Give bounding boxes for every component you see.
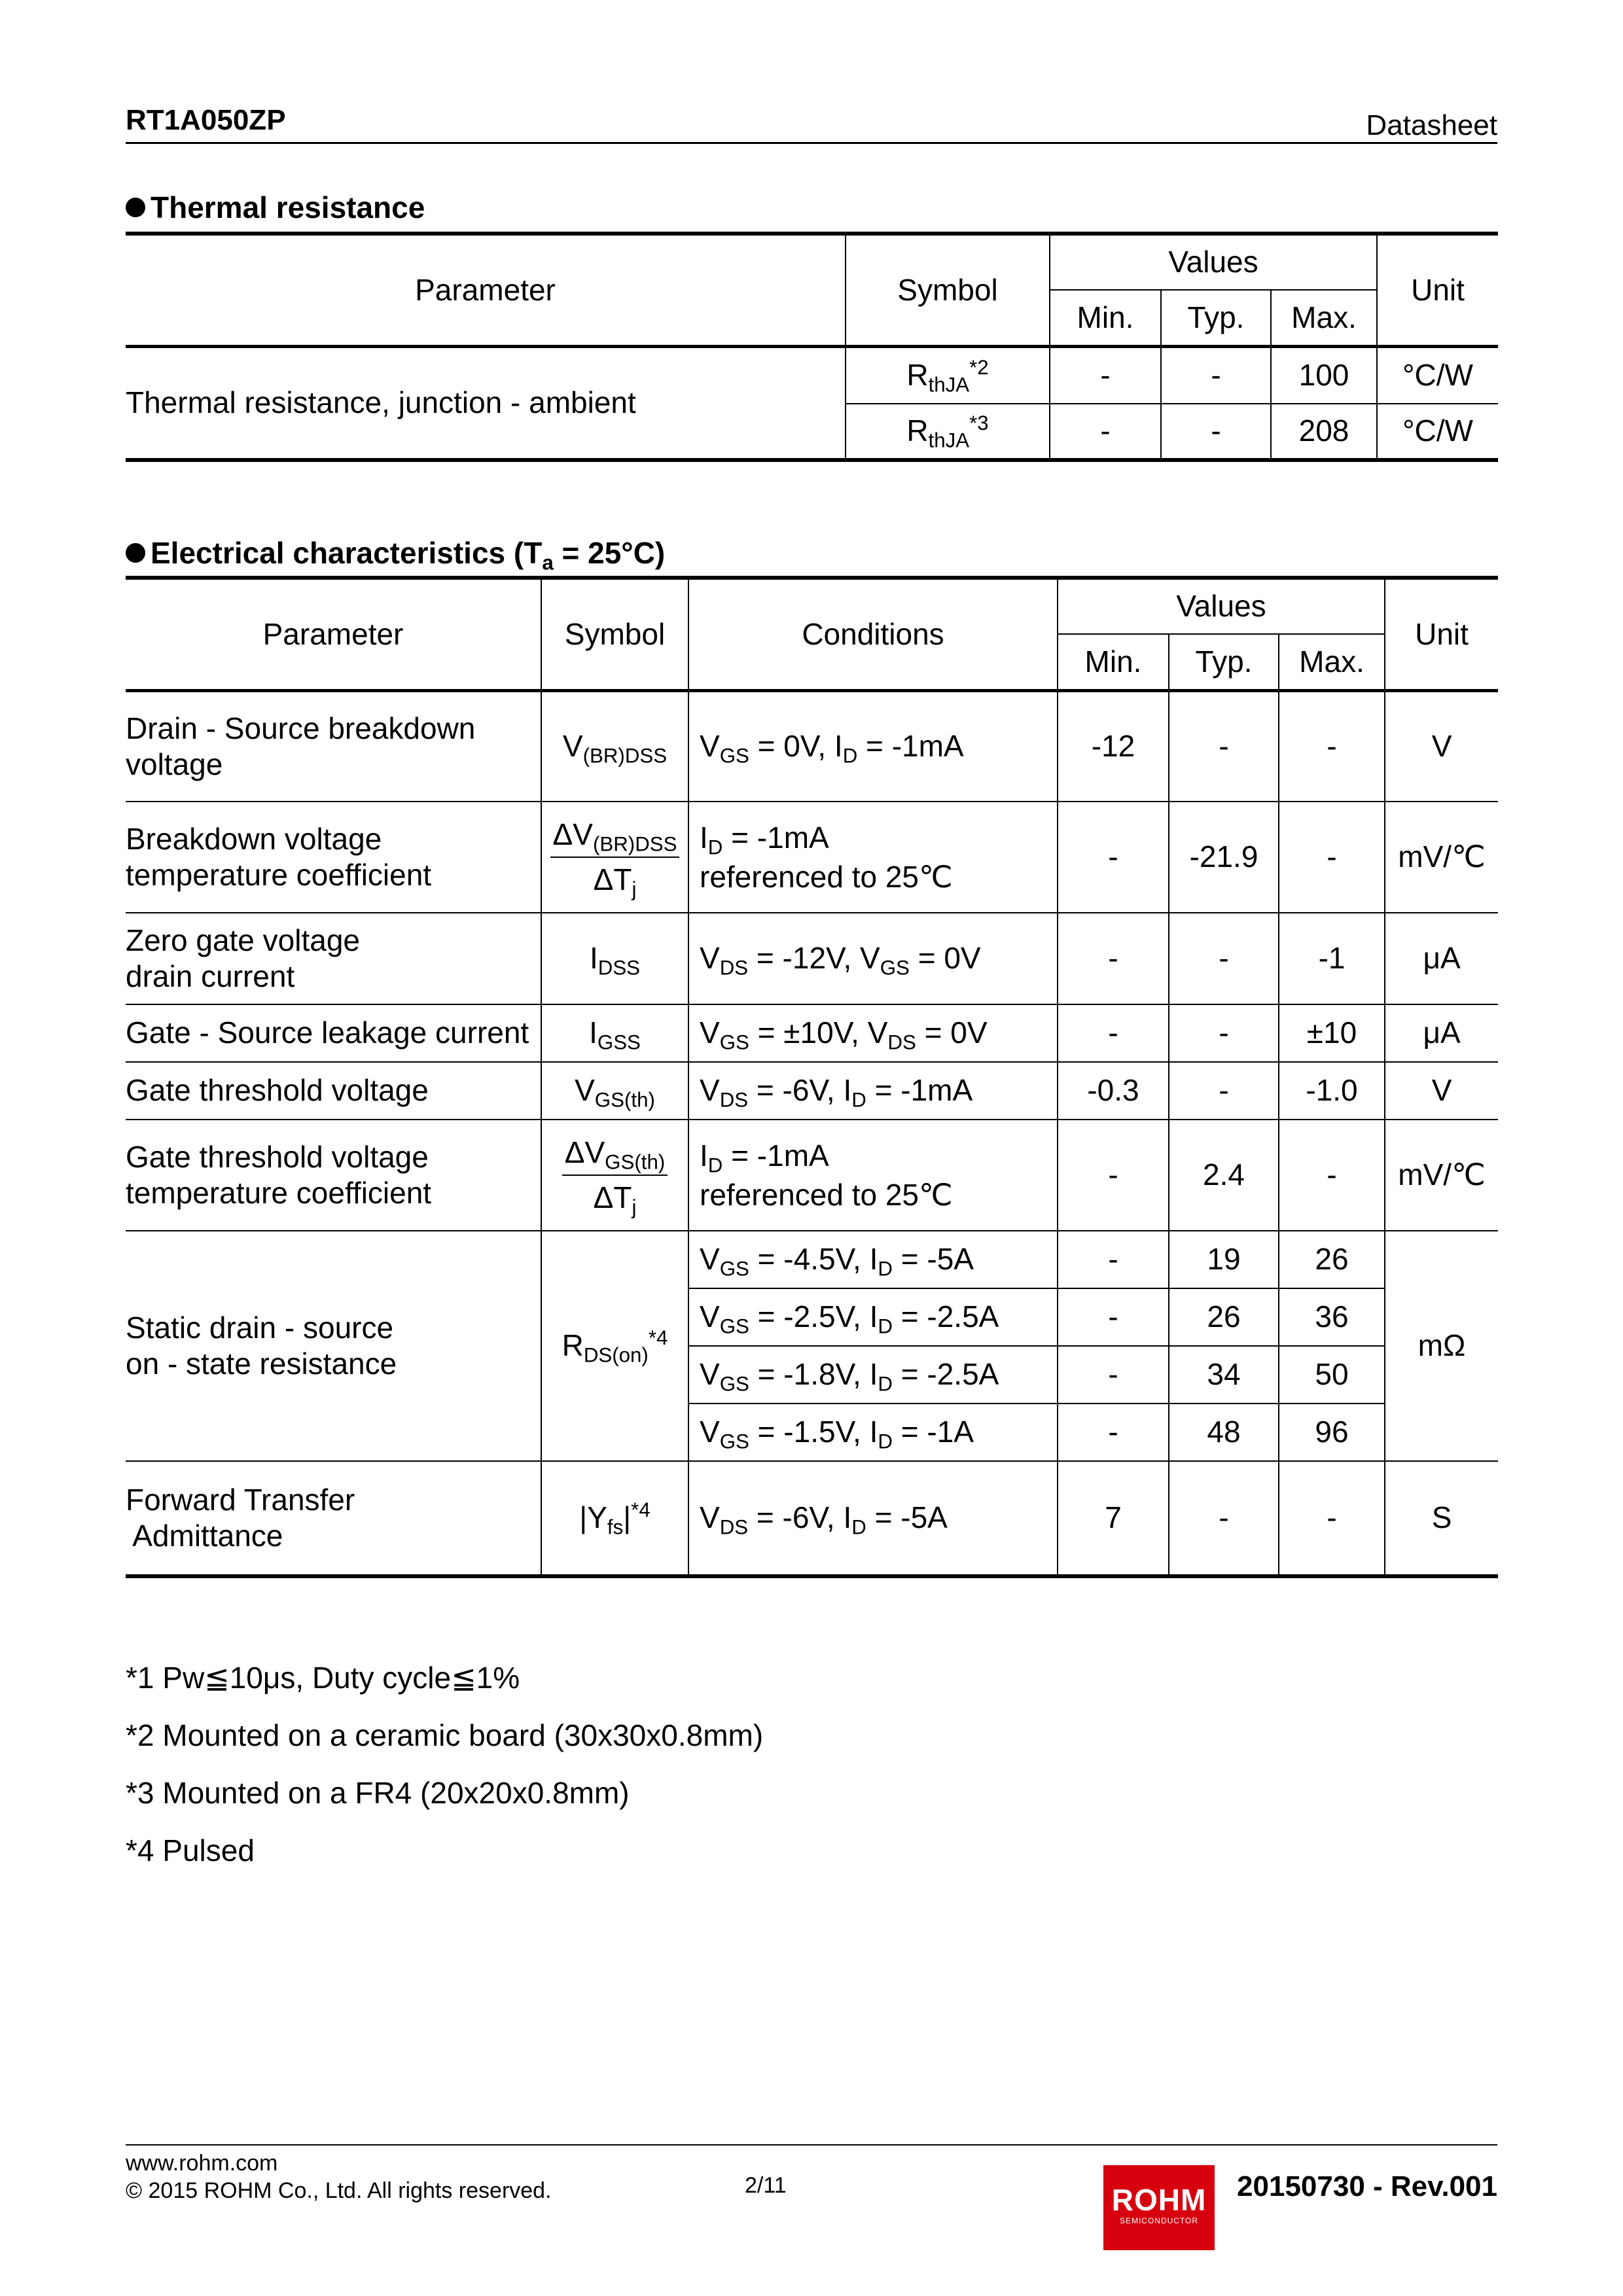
electrical-header-max: Max. — [1279, 634, 1385, 690]
conditions: $V_{GS} = \pm 10V$, $V_{DS} = 0V$ — [688, 1004, 1058, 1062]
thermal-section-title: Thermal resistance — [126, 190, 425, 225]
parameter-name: Forward Transfer Admittance — [126, 1461, 541, 1576]
value-unit: mV/℃ — [1385, 1120, 1498, 1231]
table-row — [126, 1120, 1498, 1231]
thermal-symbol: $R_{thJA}^{*2}$ — [846, 346, 1050, 404]
value-unit: mΩ — [1385, 1231, 1498, 1461]
thermal-table — [126, 232, 1498, 462]
conditions: $V_{DS} = -12V$, $V_{GS} = 0V$ — [688, 913, 1058, 1004]
electrical-header-symbol: Symbol — [541, 578, 688, 690]
electrical-header-unit: Unit — [1385, 578, 1498, 690]
conditions: $I_D = -1mA$ referenced to 25℃ — [688, 802, 1058, 913]
conditions: $V_{GS} = -1.8V$, $I_D = -2.5A$ — [688, 1346, 1058, 1404]
symbol: $V_{(BR)DSS}$ — [541, 690, 688, 802]
value-max: - — [1279, 1120, 1385, 1231]
value-max: - — [1279, 802, 1385, 913]
value-typ: 19 — [1169, 1231, 1279, 1288]
table-row — [126, 1231, 1498, 1288]
parameter-name: Drain - Source breakdown voltage — [126, 690, 541, 802]
value-max: - — [1279, 690, 1385, 802]
value-min: - — [1050, 346, 1161, 404]
conditions: $V_{GS} = -2.5V$, $I_D = -2.5A$ — [688, 1288, 1058, 1346]
thermal-symbol: $R_{thJA}^{*3}$ — [846, 404, 1050, 460]
parameter-name: Gate - Source leakage current — [126, 1004, 541, 1062]
value-min: -0.3 — [1058, 1062, 1169, 1120]
parameter-name: Zero gate voltage drain current — [126, 913, 541, 1004]
conditions: $V_{GS} = -1.5V$, $I_D = -1A$ — [688, 1404, 1058, 1461]
parameter-name: Gate threshold voltage temperature coefficient — [126, 1120, 541, 1231]
electrical-table — [126, 576, 1498, 1578]
symbol: $|Y_{fs}|^{*4}$ — [541, 1461, 688, 1576]
value-typ: 2.4 — [1169, 1120, 1279, 1231]
table-row — [126, 1461, 1498, 1576]
thermal-header-max: Max. — [1271, 290, 1377, 346]
table-row — [126, 802, 1498, 913]
doc-type: Datasheet — [1366, 109, 1497, 141]
revision: 20150730 - Rev.001 — [1237, 2170, 1497, 2202]
page-header — [126, 101, 1497, 144]
conditions: $V_{DS} = -6V$, $I_D = -5A$ — [688, 1461, 1058, 1576]
electrical-section-title: Electrical characteristics $(T_a = 25^\circ C)$ — [126, 535, 665, 571]
symbol — [541, 1120, 688, 1231]
thermal-header-typ: Typ. — [1161, 290, 1271, 346]
value-typ: 26 — [1169, 1288, 1279, 1346]
page-number: 2/11 — [745, 2173, 787, 2198]
value-max: 50 — [1279, 1346, 1385, 1404]
value-max: 96 — [1279, 1404, 1385, 1461]
value-typ: 48 — [1169, 1404, 1279, 1461]
table-row — [126, 1004, 1498, 1062]
parameter-name: Breakdown voltage temperature coefficient — [126, 802, 541, 913]
value-unit: mV/℃ — [1385, 802, 1498, 913]
value-min: - — [1058, 1288, 1169, 1346]
footnote: *3 Mounted on a FR4 (20x20x0.8mm) — [126, 1776, 630, 1810]
conditions: $V_{DS} = -6V$, $I_D = -1mA$ — [688, 1062, 1058, 1120]
value-max: 100 — [1271, 346, 1377, 404]
value-max: 208 — [1271, 404, 1377, 460]
parameter-name: Gate threshold voltage — [126, 1062, 541, 1120]
value-max: -1 — [1279, 913, 1385, 1004]
table-row — [126, 913, 1498, 1004]
symbol: $R_{DS(on)}^{*4}$ — [541, 1231, 688, 1461]
thermal-header-min: Min. — [1050, 290, 1161, 346]
thermal-header-values: Values — [1050, 234, 1377, 290]
value-typ: - — [1169, 913, 1279, 1004]
value-typ: - — [1169, 690, 1279, 802]
symbol — [541, 802, 688, 913]
value-min: - — [1058, 1404, 1169, 1461]
symbol: $V_{GS(th)}$ — [541, 1062, 688, 1120]
thermal-header-unit: Unit — [1377, 234, 1498, 346]
table-row — [126, 1062, 1498, 1120]
symbol-fraction: $\frac{\Delta V_{(BR)DSS}}{\Delta T_j}$ — [550, 817, 680, 898]
value-unit: μA — [1385, 913, 1498, 1004]
value-max: - — [1279, 1461, 1385, 1576]
footnote: *1 Pw≦10μs, Duty cycle≦1% — [126, 1661, 520, 1695]
value-min: - — [1058, 1004, 1169, 1062]
value-max: 26 — [1279, 1231, 1385, 1288]
electrical-header-parameter: Parameter — [126, 578, 541, 690]
electrical-header-values: Values — [1058, 578, 1385, 634]
bullet-icon — [126, 198, 145, 217]
footnotes — [126, 1649, 763, 1879]
value-unit: °C/W — [1377, 346, 1498, 404]
value-typ: - — [1169, 1062, 1279, 1120]
website-link[interactable]: www.rohm.com — [126, 2151, 278, 2176]
symbol-fraction: $\frac{\Delta V_{GS(th)}}{\Delta T_j}$ — [562, 1135, 668, 1216]
conditions: $V_{GS} = -4.5V$, $I_D = -5A$ — [688, 1231, 1058, 1288]
value-min: - — [1050, 404, 1161, 460]
thermal-header-symbol: Symbol — [846, 234, 1050, 346]
electrical-header-typ: Typ. — [1169, 634, 1279, 690]
footnote: *4 Pulsed — [126, 1833, 255, 1867]
value-typ: - — [1169, 1461, 1279, 1576]
value-min: - — [1058, 1346, 1169, 1404]
value-max: ±10 — [1279, 1004, 1385, 1062]
page-footer — [126, 2144, 1497, 2224]
value-min: -12 — [1058, 690, 1169, 802]
bullet-icon — [126, 543, 145, 563]
value-max: 36 — [1279, 1288, 1385, 1346]
electrical-header-min: Min. — [1058, 634, 1169, 690]
part-number: RT1A050ZP — [126, 104, 286, 136]
value-typ: 34 — [1169, 1346, 1279, 1404]
electrical-header-conditions: Conditions — [688, 578, 1058, 690]
value-unit: S — [1385, 1461, 1498, 1576]
value-min: - — [1058, 1231, 1169, 1288]
value-min: - — [1058, 913, 1169, 1004]
value-unit: V — [1385, 1062, 1498, 1120]
rohm-logo: ROHM SEMICONDUCTOR — [1103, 2165, 1215, 2250]
symbol: $I_{DSS}$ — [541, 913, 688, 1004]
value-unit: V — [1385, 690, 1498, 802]
table-row — [126, 346, 1498, 404]
thermal-parameter: Thermal resistance, junction - ambient — [126, 346, 846, 460]
value-typ: -21.9 — [1169, 802, 1279, 913]
thermal-header-parameter: Parameter — [126, 234, 846, 346]
value-unit: °C/W — [1377, 404, 1498, 460]
value-min: 7 — [1058, 1461, 1169, 1576]
value-min: - — [1058, 802, 1169, 913]
copyright: © 2015 ROHM Co., Ltd. All rights reserved. — [126, 2178, 552, 2203]
footnote: *2 Mounted on a ceramic board (30x30x0.8mm) — [126, 1718, 764, 1752]
value-max: -1.0 — [1279, 1062, 1385, 1120]
value-typ: - — [1169, 1004, 1279, 1062]
conditions: $I_D = -1mA$ referenced to 25℃ — [688, 1120, 1058, 1231]
value-typ: - — [1161, 346, 1271, 404]
value-unit: μA — [1385, 1004, 1498, 1062]
value-typ: - — [1161, 404, 1271, 460]
conditions: $V_{GS} = 0V$, $I_D = -1mA$ — [688, 690, 1058, 802]
symbol: $I_{GSS}$ — [541, 1004, 688, 1062]
parameter-name: Static drain - source on - state resistance — [126, 1231, 541, 1461]
value-min: - — [1058, 1120, 1169, 1231]
table-row — [126, 690, 1498, 802]
